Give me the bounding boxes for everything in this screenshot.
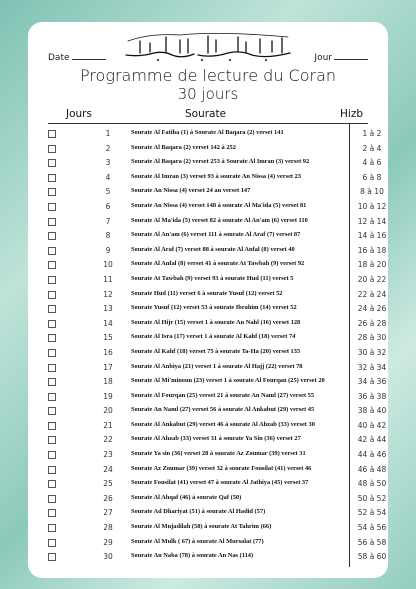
date-blank-line [72, 50, 106, 60]
hizb-range: 42 à 44 [357, 435, 387, 445]
hizb-range: 28 à 30 [357, 333, 387, 343]
jour-label: Jour [314, 53, 332, 63]
day-checkbox[interactable] [48, 422, 56, 430]
day-checkbox[interactable] [48, 145, 56, 153]
day-number: 15 [103, 333, 113, 343]
day-checkbox[interactable] [48, 334, 56, 342]
table-row [46, 127, 382, 142]
sourate-range: Sourate At Tawbah (9) verset 93 à sourate Hud (11) verset 5 [131, 274, 294, 282]
table-row [46, 550, 387, 565]
table-row [46, 390, 387, 405]
day-number: 17 [103, 362, 113, 372]
header-divider [48, 123, 368, 124]
sourate-range: Sourate Al Imran (3) verset 93 à sourate An Nissa (4) verset 23 [131, 172, 302, 180]
column-header-jours: Jours [66, 108, 92, 120]
day-checkbox[interactable] [48, 247, 56, 255]
table-row [46, 433, 387, 448]
day-checkbox[interactable] [48, 553, 56, 561]
sourate-range: Sourate Al Araf (7) verset 88 à sourate Al Anfal (8) verset 40 [131, 245, 295, 253]
day-number: 5 [105, 187, 111, 197]
hizb-range: 54 à 56 [357, 523, 387, 533]
day-checkbox[interactable] [48, 218, 56, 226]
sourate-range: Sourate Al An'am (6) verset 111 à sourate Al Araf (7) verset 87 [131, 231, 301, 239]
day-checkbox[interactable] [48, 495, 56, 503]
hizb-range: 6 à 8 [362, 172, 382, 182]
table-row [46, 215, 387, 230]
sourate-range: Sourate Al Baqara (2) verset 253 à Sourate Al Imran (3) verset 92 [131, 158, 310, 166]
page-subtitle: 30 jours [177, 85, 239, 103]
hizb-range: 2 à 4 [362, 143, 382, 153]
table-row [46, 185, 384, 200]
table-row [46, 375, 387, 390]
table-row [46, 492, 387, 507]
day-checkbox[interactable] [48, 305, 56, 313]
day-checkbox[interactable] [48, 174, 56, 182]
table-row [46, 506, 387, 521]
day-number: 29 [103, 537, 113, 547]
sourate-range: Sourate Az Zoumar (39) verset 32 à sourate Fousilat (41) verset 46 [131, 464, 312, 472]
hizb-range: 1 à 2 [362, 129, 382, 138]
hizb-range: 36 à 38 [357, 391, 387, 401]
hizb-range: 26 à 28 [357, 318, 387, 328]
hizb-range: 20 à 22 [357, 274, 387, 284]
day-checkbox[interactable] [48, 378, 56, 386]
day-number: 22 [103, 435, 113, 445]
hizb-range: 12 à 14 [357, 216, 387, 226]
sourate-range: Sourate Hud (11) verset 6 à sourate Yusuf (12) verset 52 [131, 289, 283, 297]
day-checkbox[interactable] [48, 480, 56, 488]
sourate-range: Sourate An Nissa (4) verset 148 à sourate Al Ma'ida (5) verset 81 [131, 201, 307, 209]
date-label: Date [48, 53, 70, 63]
table-row [46, 317, 387, 332]
table-row [46, 463, 387, 478]
sourate-range: Sourate Ya sin (36) verset 28 à sourate Az Zoumar (39) verset 31 [131, 450, 306, 458]
day-number: 10 [103, 260, 113, 270]
day-checkbox[interactable] [48, 436, 56, 444]
table-row [46, 419, 387, 434]
day-number: 16 [103, 347, 113, 357]
day-number: 14 [103, 318, 113, 328]
jour-blank-line [334, 50, 368, 60]
column-header-sourate: Sourate [185, 108, 227, 120]
reading-plan-card [28, 22, 388, 578]
sourate-range: Sourate Al Ankabut (29) verset 46 à sourate Al Ahzab (33) verset 30 [131, 420, 315, 428]
sourate-range: Sourate Al Anfal (8) verset 41 à sourate At Tawbah (9) verset 92 [131, 260, 305, 268]
day-number: 13 [103, 304, 113, 314]
day-checkbox[interactable] [48, 509, 56, 517]
day-checkbox[interactable] [48, 203, 56, 211]
hizb-range: 10 à 12 [357, 201, 387, 211]
day-number: 11 [103, 274, 113, 284]
day-checkbox[interactable] [48, 261, 56, 269]
sourate-range: Sourate Al Ahzab (33) verset 31 à sourate Ya Sin (36) verset 27 [131, 435, 301, 443]
sourate-range: Sourate Al Ahqaf (46) à sourate Qaf (50) [131, 493, 242, 501]
table-row [46, 288, 387, 303]
hizb-range: 34 à 36 [357, 377, 387, 387]
day-number: 23 [103, 450, 113, 460]
sourate-range: Sourate Fousilat (41) verset 47 à sourate Al Jathiya (45) verset 37 [131, 479, 309, 487]
day-checkbox[interactable] [48, 159, 56, 167]
hizb-range: 30 à 32 [357, 347, 387, 357]
table-row [46, 302, 387, 317]
hizb-range: 8 à 10 [360, 187, 384, 197]
hizb-range: 40 à 42 [357, 420, 387, 430]
table-row [46, 244, 387, 259]
day-number: 30 [103, 552, 113, 562]
hizb-range: 38 à 40 [357, 406, 387, 416]
hizb-range: 22 à 24 [357, 289, 387, 299]
day-checkbox[interactable] [48, 130, 56, 138]
sourate-range: Sourate Al Hijr (15) verset 1 à sourate An Nahl (16) verset 128 [131, 318, 301, 326]
sourate-range: Sourate Al Mulk ( 67) à sourate Al Mursalat (77) [131, 537, 264, 545]
day-number: 20 [103, 406, 113, 416]
hizb-range: 4 à 6 [362, 158, 382, 168]
day-checkbox[interactable] [48, 364, 56, 372]
table-row [46, 521, 387, 536]
sourate-range: Sourate An Naba (78) à sourate An Nas (114) [131, 552, 254, 560]
day-number: 6 [105, 201, 111, 211]
column-header-hizb: Hizb [340, 108, 363, 120]
day-number: 28 [103, 523, 113, 533]
day-number: 12 [103, 289, 113, 299]
sourate-range: Sourate Al Mujadilah (58) à sourate At Tahrim (66) [131, 523, 272, 531]
day-number: 18 [103, 377, 113, 387]
day-checkbox[interactable] [48, 524, 56, 532]
hizb-range: 52 à 54 [357, 508, 387, 518]
day-number: 21 [103, 420, 113, 430]
day-number: 9 [105, 245, 111, 255]
table-row [46, 477, 387, 492]
table-row [46, 273, 387, 288]
hizb-range: 58 à 60 [357, 552, 387, 562]
day-number: 7 [105, 216, 111, 226]
day-checkbox[interactable] [48, 539, 56, 547]
day-checkbox[interactable] [48, 407, 56, 415]
sourate-range: Sourate Al Fourqan (25) verset 21 à sourate An Naml (27) verset 55 [131, 391, 315, 399]
table-row [46, 448, 387, 463]
day-number: 19 [103, 391, 113, 401]
sourate-range: Sourate Yusuf (12) verset 53 à sourate Ibrahim (14) verset 52 [131, 304, 297, 312]
date-field [48, 50, 106, 63]
day-number: 2 [105, 143, 111, 153]
table-row [46, 404, 387, 419]
basmala-calligraphy [120, 31, 296, 65]
page-title: Programme de lecture du Coran [79, 66, 337, 85]
day-checkbox[interactable] [48, 276, 56, 284]
sourate-range: Sourate Al Kahf (18) verset 75 à sourate Ta-Ha (20) verset 135 [131, 347, 301, 355]
table-row [46, 156, 382, 171]
table-row [46, 229, 387, 244]
hizb-range: 18 à 20 [357, 260, 387, 270]
day-checkbox[interactable] [48, 393, 56, 401]
hizb-range: 46 à 48 [357, 464, 387, 474]
hizb-range: 48 à 50 [357, 479, 387, 489]
table-row [46, 258, 387, 273]
jour-field [314, 50, 368, 63]
day-number: 4 [105, 172, 111, 182]
hizb-range: 32 à 34 [357, 362, 387, 372]
sourate-range: Sourate Al Anbiya (21) verset 1 à sourate Al Hajj (22) verset 78 [131, 362, 303, 370]
sourate-range: Sourate An Naml (27) verset 56 à sourate Al Ankabut (29) verset 45 [131, 406, 315, 414]
day-checkbox[interactable] [48, 188, 56, 196]
hizb-range: 44 à 46 [357, 450, 387, 460]
day-number: 1 [105, 129, 111, 138]
table-row [46, 200, 387, 215]
table-row [46, 361, 387, 376]
table-row [46, 331, 387, 346]
sourate-range: Sourate Al Ma'ida (5) verset 82 à sourate Al An'am (6) verset 110 [131, 216, 308, 224]
table-row [46, 142, 382, 157]
day-number: 3 [105, 158, 111, 168]
sourate-range: Sourate Al Baqara (2) verset 142 à 252 [131, 143, 236, 151]
hizb-range: 24 à 26 [357, 304, 387, 314]
sourate-range: Sourate Al Fatiha (1) à Sourate Al Baqara (2) verset 141 [131, 129, 284, 136]
reading-table [46, 127, 387, 565]
hizb-range: 16 à 18 [357, 245, 387, 255]
day-number: 27 [103, 508, 113, 518]
day-checkbox[interactable] [48, 320, 56, 328]
sourate-range: Sourate Al Isra (17) verset 1 à sourate Al Kahf (18) verset 74 [131, 333, 296, 341]
day-checkbox[interactable] [48, 451, 56, 459]
hizb-range: 50 à 52 [357, 493, 387, 503]
day-number: 24 [103, 464, 113, 474]
table-row [46, 171, 382, 186]
sourate-range: Sourate Al Mi'minoun (23) verset 1 à sourate Al Fourqan (25) verset 20 [131, 377, 325, 385]
day-checkbox[interactable] [48, 466, 56, 474]
day-checkbox[interactable] [48, 232, 56, 240]
table-row [46, 346, 387, 361]
day-number: 25 [103, 479, 113, 489]
day-number: 8 [105, 231, 111, 241]
table-row [46, 536, 387, 551]
sourate-range: Sourate Ad Dhariyat (51) à sourate Al Hadid (57) [131, 508, 266, 516]
hizb-range: 56 à 58 [357, 537, 387, 547]
day-checkbox[interactable] [48, 291, 56, 299]
hizb-range: 14 à 16 [357, 231, 387, 241]
day-checkbox[interactable] [48, 349, 56, 357]
sourate-range: Sourate An Nissa (4) verset 24 au verset 147 [131, 187, 251, 195]
day-number: 26 [103, 493, 113, 503]
